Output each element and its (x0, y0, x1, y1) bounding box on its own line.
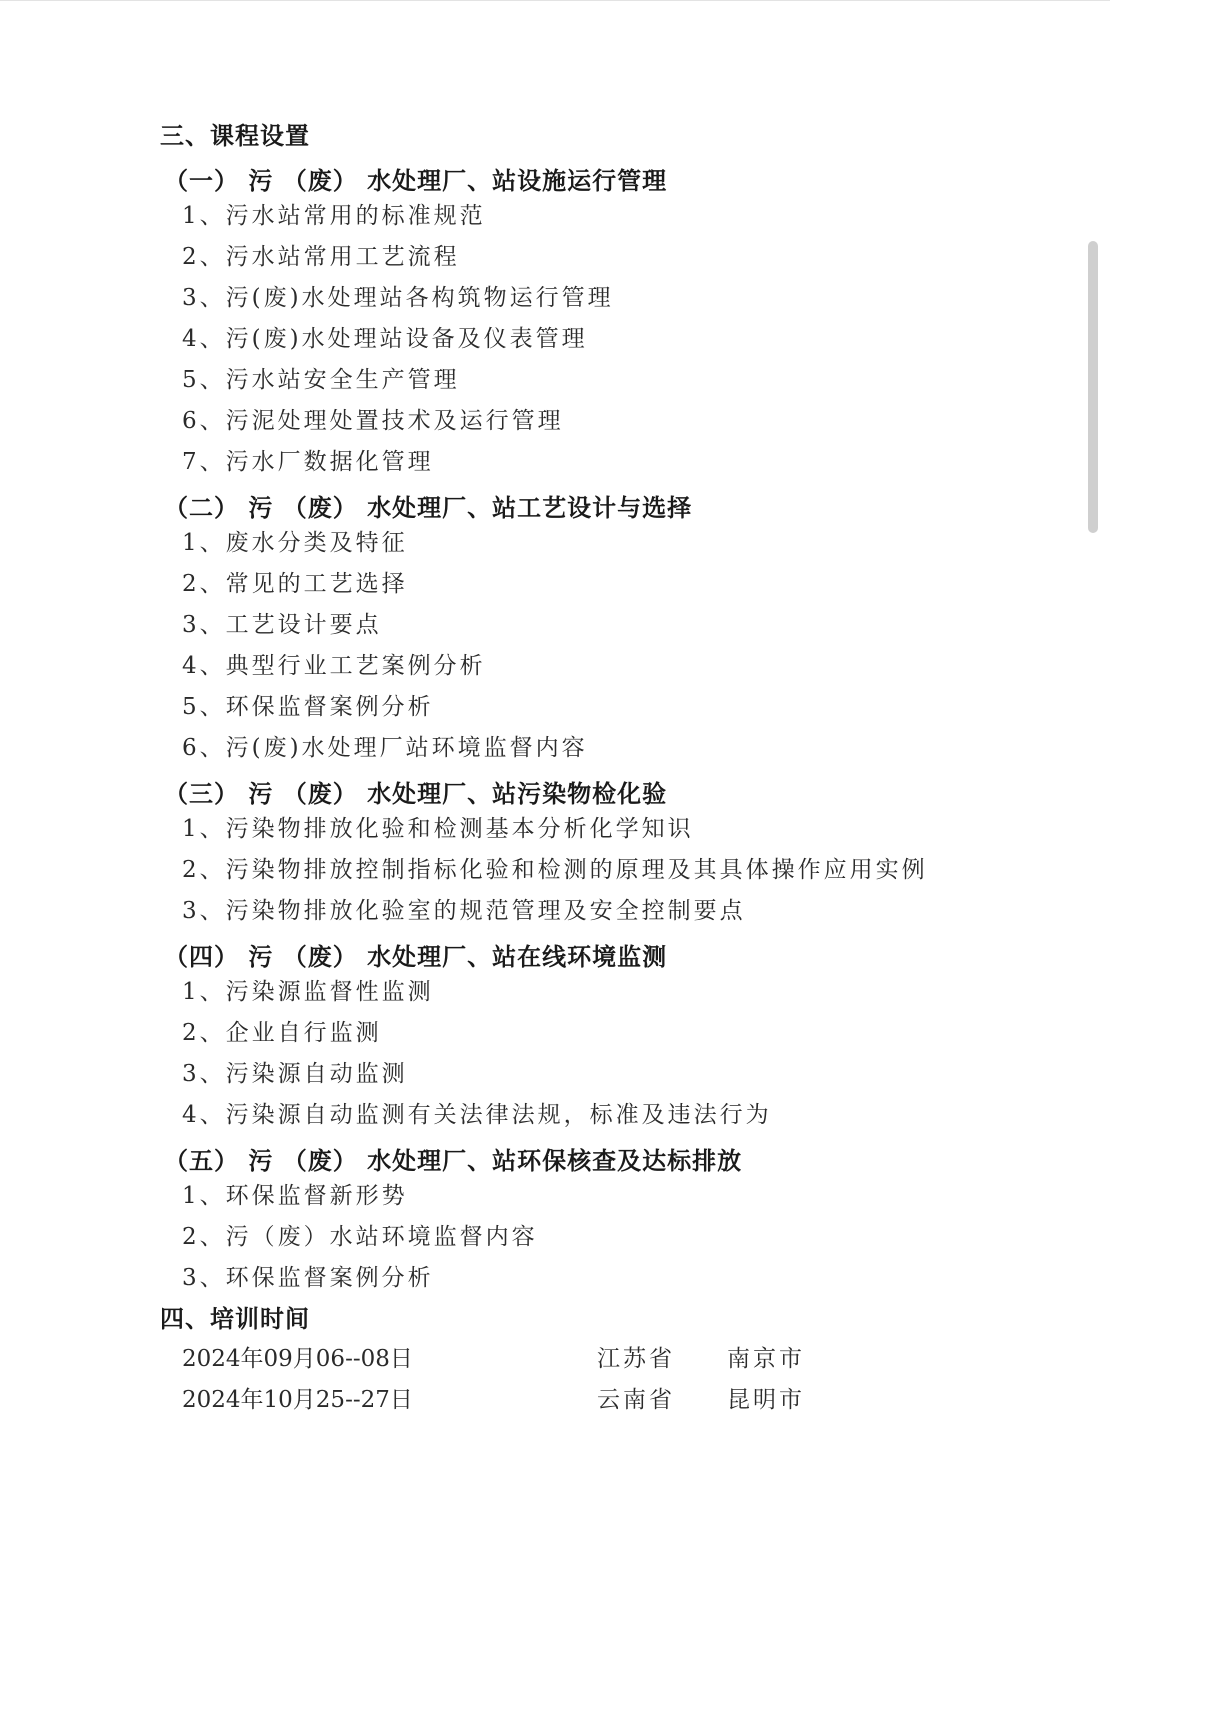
course-group-3 (160, 779, 1060, 932)
list-item: 1、污染源监督性监测 (182, 979, 434, 1005)
list-item: 5、污水站安全生产管理 (182, 367, 460, 393)
list-item: 6、污泥处理处置技术及运行管理 (182, 408, 564, 434)
session-province: 云南省 (597, 1387, 675, 1413)
list-item: 2、常见的工艺选择 (182, 571, 408, 597)
schedule-row (160, 1380, 1060, 1421)
list-item: 2、污染物排放控制指标化验和检测的原理及其具体操作应用实例 (182, 857, 928, 883)
list-item: 3、污(废)水处理站各构筑物运行管理 (182, 285, 614, 311)
top-divider (0, 0, 1110, 1)
session-city: 南京市 (727, 1346, 805, 1372)
list-item: 1、污水站常用的标准规范 (182, 203, 486, 229)
training-schedule (160, 1339, 1060, 1421)
group-title: （五） 污 （废） 水处理厂、站环保核查及达标排放 (164, 1147, 743, 1175)
group-title: （四） 污 （废） 水处理厂、站在线环境监测 (164, 943, 668, 971)
list-item: 2、企业自行监测 (182, 1020, 382, 1046)
list-item: 1、污染物排放化验和检测基本分析化学知识 (182, 816, 694, 842)
course-group-2 (160, 493, 1060, 769)
list-item: 6、污(废)水处理厂站环境监督内容 (182, 735, 588, 761)
session-date: 2024年09月06--08日 (182, 1346, 413, 1372)
list-item: 5、环保监督案例分析 (182, 694, 434, 720)
list-item: 2、污水站常用工艺流程 (182, 244, 460, 270)
group-title: （一） 污 （废） 水处理厂、站设施运行管理 (164, 167, 668, 195)
section-title-course: 三、课程设置 (160, 122, 310, 150)
course-group-1 (160, 166, 1060, 483)
session-city: 昆明市 (727, 1387, 805, 1413)
list-item: 3、污染源自动监测 (182, 1061, 408, 1087)
list-item: 2、污（废）水站环境监督内容 (182, 1224, 538, 1250)
group-title: （三） 污 （废） 水处理厂、站污染物检化验 (164, 780, 668, 808)
section-title-training: 四、培训时间 (160, 1305, 310, 1333)
session-date: 2024年10月25--27日 (182, 1387, 413, 1413)
list-item: 7、污水厂数据化管理 (182, 449, 434, 475)
group-title: （二） 污 （废） 水处理厂、站工艺设计与选择 (164, 494, 693, 522)
course-group-5 (160, 1146, 1060, 1299)
list-item: 4、污染源自动监测有关法律法规，标准及违法行为 (182, 1102, 772, 1128)
list-item: 4、污(废)水处理站设备及仪表管理 (182, 326, 588, 352)
schedule-row (160, 1339, 1060, 1380)
list-item: 3、工艺设计要点 (182, 612, 382, 638)
course-group-4 (160, 942, 1060, 1136)
vertical-scrollbar[interactable] (1088, 241, 1098, 533)
list-item: 1、环保监督新形势 (182, 1183, 408, 1209)
list-item: 1、废水分类及特征 (182, 530, 408, 556)
document-body (160, 116, 1060, 1421)
list-item: 3、环保监督案例分析 (182, 1265, 434, 1291)
list-item: 3、污染物排放化验室的规范管理及安全控制要点 (182, 898, 746, 924)
session-province: 江苏省 (597, 1346, 675, 1372)
list-item: 4、典型行业工艺案例分析 (182, 653, 486, 679)
